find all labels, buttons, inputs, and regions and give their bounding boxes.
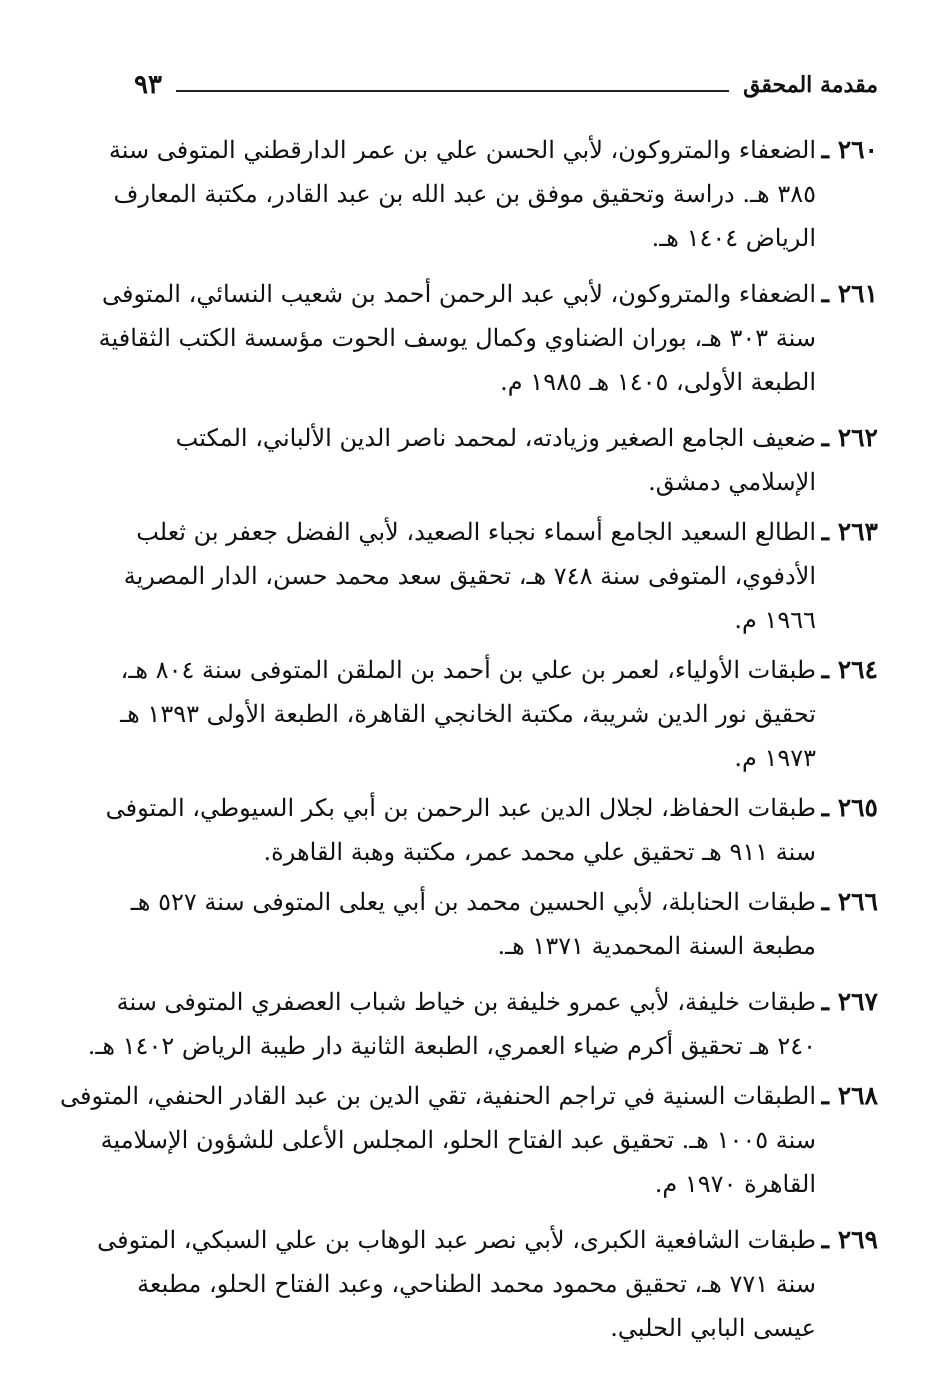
entry-number: ٢٦٨ ـ <box>821 1081 878 1110</box>
entry-line: ١٩٧٣ م. <box>734 744 816 772</box>
entry-line: سنة ٩١١ هـ تحقيق علي محمد عمر، مكتبة وهبة القاهرة. <box>263 838 816 866</box>
entry-line: الرياض ١٤٠٤ هـ. <box>651 224 816 252</box>
entry-line: سنة ١٠٠٥ هـ. تحقيق عبد الفتاح الحلو، المجلس الأعلى للشؤون الإسلامية <box>100 1126 816 1154</box>
entry-number: ٢٦٠ ـ <box>821 135 878 164</box>
bibliography-entry <box>105 786 878 874</box>
entry-line: سنة ٣٠٣ هـ، بوران الضناوي وكمال يوسف الحوت مؤسسة الكتب الثقافية <box>98 324 816 352</box>
entry-line: مطبعة السنة المحمدية ١٣٧١ هـ. <box>497 932 816 960</box>
entry-line: ٢٤٠ هـ تحقيق أكرم ضياء العمري، الطبعة الثانية دار طيبة الرياض ١٤٠٢ هـ. <box>87 1032 816 1060</box>
running-header <box>134 68 878 102</box>
entry-number: ٢٦٩ ـ <box>821 1225 878 1254</box>
entry-line: ضعيف الجامع الصغير وزيادته، لمحمد ناصر الدين الألباني، المكتب <box>175 424 816 452</box>
entry-number: ٢٦٤ ـ <box>821 655 878 684</box>
header-rule <box>176 90 729 92</box>
page-number: ٩٣ <box>134 70 162 100</box>
bibliography-entry <box>130 880 878 968</box>
entry-line: سنة ٧٧١ هـ، تحقيق محمود محمد الطناحي، وعبد الفتاح الحلو، مطبعة <box>137 1270 816 1298</box>
entry-line: ٣٨٥ هـ. دراسة وتحقيق موفق بن عبد الله بن عبد القادر، مكتبة المعارف <box>113 180 816 208</box>
entry-number: ٢٦٥ ـ <box>821 793 878 822</box>
bibliography-entry <box>120 648 878 780</box>
entry-line: الطالع السعيد الجامع أسماء نجباء الصعيد، لأبي الفضل جعفر بن ثعلب <box>136 518 816 546</box>
bibliography-entry <box>108 128 878 260</box>
entry-line: عيسى البابي الحلبي. <box>610 1314 816 1342</box>
entry-number: ٢٦٧ ـ <box>821 987 878 1016</box>
entry-line: طبقات الأولياء، لعمر بن علي بن أحمد بن الملقن المتوفى سنة ٨٠٤ هـ، <box>120 656 816 684</box>
entry-line: الضعفاء والمتروكون، لأبي الحسن علي بن عمر الدارقطني المتوفى سنة <box>108 136 816 164</box>
entry-line: الطبعة الأولى، ١٤٠٥ هـ ١٩٨٥ م. <box>500 368 816 396</box>
entry-number: ٢٦٣ ـ <box>821 517 878 546</box>
bibliography-entry <box>123 510 878 642</box>
entry-line: طبقات الحنابلة، لأبي الحسين محمد بن أبي يعلى المتوفى سنة ٥٢٧ هـ <box>130 888 816 916</box>
bibliography-entry <box>97 1218 878 1350</box>
entry-line: طبقات خليفة، لأبي عمرو خليفة بن خياط شباب العصفري المتوفى سنة <box>116 988 816 1016</box>
entry-line: ١٩٦٦ م. <box>734 606 816 634</box>
bibliography-entry <box>98 272 878 404</box>
header-title: مقدمة المحقق <box>743 72 878 98</box>
entry-line: القاهرة ١٩٧٠ م. <box>654 1170 816 1198</box>
entry-line: الضعفاء والمتروكون، لأبي عبد الرحمن أحمد بن شعيب النسائي، المتوفى <box>102 280 816 308</box>
bibliography-entry <box>130 416 878 504</box>
bibliography-list <box>60 128 878 1350</box>
entry-line: طبقات الحفاظ، لجلال الدين عبد الرحمن بن أبي بكر السيوطي، المتوفى <box>105 794 816 822</box>
entry-number: ٢٦٦ ـ <box>821 887 878 916</box>
bibliography-entry <box>87 980 878 1068</box>
entry-line: طبقات الشافعية الكبرى، لأبي نصر عبد الوهاب بن علي السبكي، المتوفى <box>97 1226 816 1254</box>
entry-line: الطبقات السنية في تراجم الحنفية، تقي الدين بن عبد القادر الحنفي، المتوفى <box>60 1082 816 1110</box>
bibliography-entry <box>60 1074 878 1206</box>
entry-line: الإسلامي دمشق. <box>648 468 816 496</box>
entry-line: الأدفوي، المتوفى سنة ٧٤٨ هـ، تحقيق سعد محمد حسن، الدار المصرية <box>123 562 816 590</box>
entry-number: ٢٦١ ـ <box>821 279 878 308</box>
entry-number: ٢٦٢ ـ <box>821 423 878 452</box>
entry-line: تحقيق نور الدين شريبة، مكتبة الخانجي القاهرة، الطبعة الأولى ١٣٩٣ هـ <box>120 700 816 728</box>
